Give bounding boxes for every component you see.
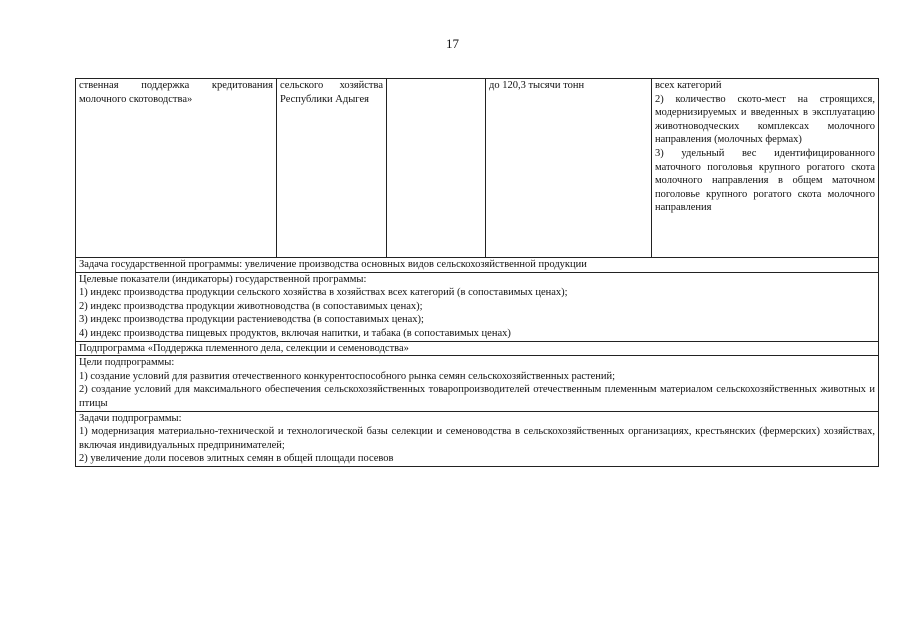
list-item: 2) индекс производства продукции животноводства (в сопоставимых ценах); bbox=[79, 300, 423, 312]
section-heading: Задачи подпрограммы: bbox=[79, 412, 182, 424]
result-cell: до 120,3 тысячи тонн bbox=[486, 79, 652, 258]
table-row bbox=[76, 258, 879, 273]
table-row bbox=[76, 79, 879, 258]
program-task-cell: Задача государственной программы: увеличение производства основных видов сельскохозяйственной продукции bbox=[76, 258, 879, 273]
executor-cell: сельского хозяйства Республики Адыгея bbox=[277, 79, 387, 258]
indicator-line: всех категорий bbox=[655, 80, 722, 91]
subprogram-title-cell: Подпрограмма «Поддержка племенного дела, селекции и семеноводства» bbox=[76, 341, 879, 356]
list-item: 1) создание условий для развития отечественного конкурентоспособного рынка семян сельскохозяйственных растений; bbox=[79, 370, 616, 382]
list-item: 1) модернизация материально-технической и технологической базы селекции и семеноводства в сельскохозяйственных организациях, крестьянских (фермерских) хозяйствах, включая индивидуальных предпринимателей; bbox=[79, 426, 875, 451]
page-number: 17 bbox=[446, 36, 459, 51]
list-item: 3) индекс производства продукции растениеводства (в сопоставимых ценах); bbox=[79, 314, 424, 326]
table-row bbox=[76, 272, 879, 341]
indicators-cell bbox=[652, 79, 879, 258]
table-row bbox=[76, 411, 879, 466]
indicator-line: 3) удельный вес идентифицированного маточного поголовья крупного рогатого скота молочного направления в общем маточном поголовье крупного рогатого скота молочного направления bbox=[655, 147, 875, 214]
indicator-line: 2) количество ското-мест на строящихся, модернизируемых и введенных в эксплуатацию животноводческих комплексах молочного направления (молочных фермах) bbox=[655, 93, 875, 146]
list-item: 1) индекс производства продукции сельского хозяйства в хозяйствах всех категорий (в сопоставимых ценах); bbox=[79, 287, 568, 299]
program-table bbox=[75, 78, 879, 467]
list-item: 2) создание условий для максимального обеспечения сельскохозяйственных товаропроизводителей отечественным племенным материалом сельскохозяйственных животных и птицы bbox=[79, 384, 875, 409]
empty-cell bbox=[387, 79, 486, 258]
section-heading: Целевые показатели (индикаторы) государственной программы: bbox=[79, 273, 367, 285]
section-heading: Цели подпрограммы: bbox=[79, 357, 175, 369]
subprogram-tasks-cell bbox=[76, 411, 879, 466]
list-item: 4) индекс производства пищевых продуктов, включая напитки, и табака (в сопоставимых ценах) bbox=[79, 327, 511, 339]
table-row bbox=[76, 341, 879, 356]
subprogram-goals-cell bbox=[76, 356, 879, 411]
table-row bbox=[76, 356, 879, 411]
list-item: 2) увеличение доли посевов элитных семян в общей площади посевов bbox=[79, 453, 394, 465]
measure-name-cell: ственная поддержка кредитования молочного скотоводства» bbox=[76, 79, 277, 258]
target-indicators-cell bbox=[76, 272, 879, 341]
